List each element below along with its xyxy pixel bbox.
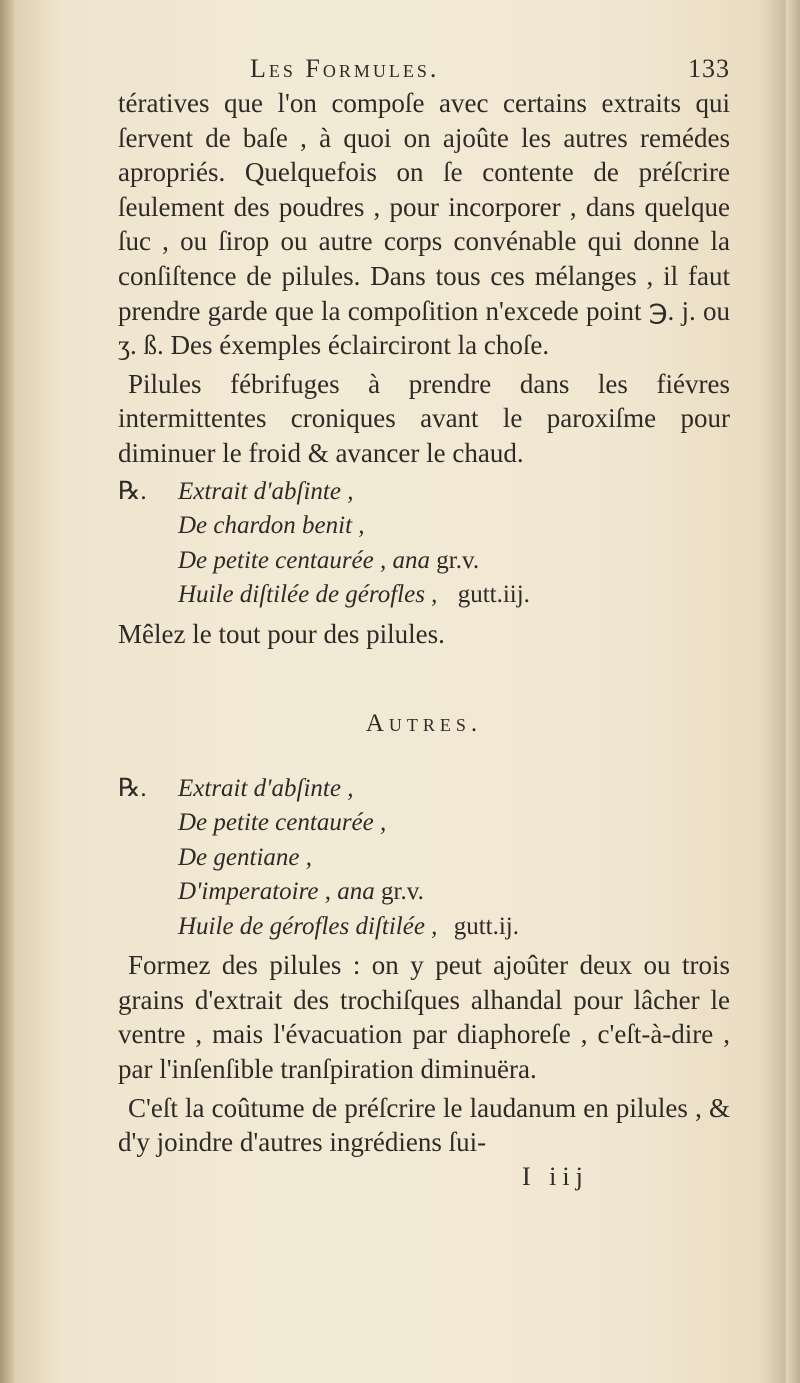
ingredient: De gentiane , (178, 843, 312, 871)
ingredient: De petite centaurée , ana (178, 546, 430, 574)
dose: gutt.iij. (457, 581, 530, 609)
recipe-symbol: ℞. (118, 477, 147, 505)
dose: gutt.ij. (453, 912, 519, 940)
ingredient: De petite centaurée , (178, 809, 387, 837)
recipe-line (118, 544, 730, 579)
recipe-line (118, 475, 730, 510)
recipe-symbol: ℞. (118, 774, 147, 802)
running-title: Les Formules. (250, 54, 440, 83)
dose: gr.v. (381, 878, 424, 906)
signature-mark (118, 1160, 730, 1196)
recipe-line (118, 841, 730, 876)
recipe-line (118, 875, 730, 910)
page-text (118, 50, 730, 1196)
recipe-line (118, 509, 730, 544)
dose: gr.v. (436, 546, 480, 574)
ingredient: Huile de gérofles diſtilée , (178, 912, 438, 940)
recipe-1 (118, 475, 730, 613)
recipe-line (118, 772, 730, 807)
recipe-2 (118, 772, 730, 945)
ingredient: Extrait d'abſinte , (178, 774, 354, 802)
recipe-instruction: Mêlez le tout pour des pilules. (118, 618, 445, 649)
ingredient: D'imperatoire , ana (178, 878, 375, 906)
running-header (118, 50, 730, 86)
section-heading: Autres. (365, 710, 483, 738)
paragraph-1: tératives que l'on compoſe avec certains extraits qui ſervent de baſe , à quoi on ajoûte les autres remédes apropriés. Quelquefois on ſe contente de préſcrire ſeulement des poudres , pour incorporer , dans quelque ſuc , ou ſirop ou autre corps convénable qui donne la conſiſtence de pilules. Dans tous ces mélanges , il faut prendre garde que la compoſition n'excede point ℈. j. ou ʒ. ß. Des éxemples éclairciront la choſe. (118, 88, 730, 361)
ingredient: Extrait d'abſinte , (178, 477, 354, 505)
ingredient: De chardon benit , (178, 512, 365, 540)
signature-text: I iij (522, 1161, 589, 1191)
binding-gutter (0, 0, 14, 1383)
ingredient: Huile diſtilée de gérofles , (178, 581, 438, 609)
page-number: 133 (688, 54, 730, 83)
paragraph-2: Pilules fébrifuges à prendre dans les fiévres intermittentes croniques avant le paroxiſme pour diminuer le froid & avancer le chaud. (118, 368, 730, 468)
recipe-line (118, 578, 730, 613)
recipe-line (118, 806, 730, 841)
paragraph-3: Formez des pilules : on y peut ajoûter deux ou trois grains d'extrait des trochiſques alhandal pour lâcher le ventre , mais l'évacuation par diaphoreſe , c'eſt-à-dire , par l'inſenſible tranſpiration diminuëra. (118, 950, 730, 1084)
recipe-line (118, 910, 730, 945)
paragraph-4: C'eſt la coûtume de préſcrire le laudanum en pilules , & d'y joindre d'autres ingrédiens ſui- (118, 1092, 730, 1158)
page-edge (786, 0, 800, 1383)
